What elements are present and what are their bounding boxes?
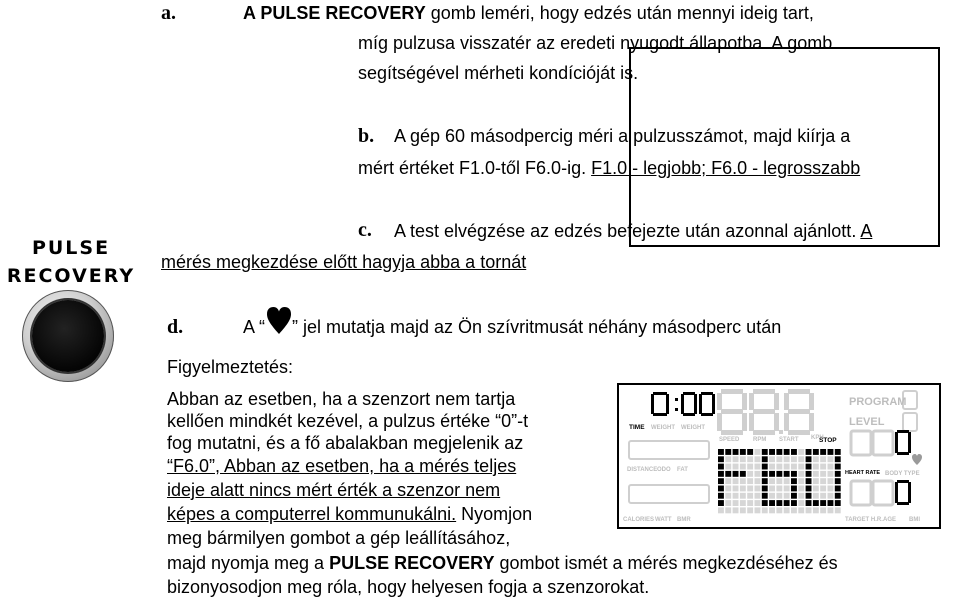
dot-lit — [806, 464, 812, 470]
dot-lit — [718, 464, 724, 470]
dot-unlit — [725, 500, 731, 506]
dot-lit — [762, 478, 768, 484]
dot-lit — [835, 471, 841, 477]
dot-unlit — [828, 486, 834, 492]
dot-unlit — [813, 478, 819, 484]
dot-lit — [718, 471, 724, 477]
dot-lit — [740, 449, 746, 455]
dot-unlit — [740, 478, 746, 484]
warning-line7: meg bármilyen gombot a gép leállításához, — [167, 528, 511, 548]
dot-lit — [769, 449, 775, 455]
dot-unlit — [740, 464, 746, 470]
dot-lit — [733, 449, 739, 455]
item-d-text-before-icon: A “ — [243, 317, 266, 337]
dot-unlit — [755, 486, 761, 492]
lcd-heart-rate-label: HEART RATE — [845, 470, 881, 476]
svg-text:KPH: KPH — [811, 435, 824, 441]
dot-lit — [762, 486, 768, 492]
pulse-recovery-label — [0, 234, 142, 290]
dot-lit — [725, 471, 731, 477]
dot-unlit — [813, 493, 819, 499]
dot-unlit — [820, 471, 826, 477]
dot-unlit — [806, 507, 812, 513]
dot-lit — [791, 478, 797, 484]
dot-unlit — [835, 507, 841, 513]
dot-unlit — [784, 464, 790, 470]
dot-unlit — [755, 471, 761, 477]
dot-unlit — [747, 507, 753, 513]
dot-unlit — [740, 507, 746, 513]
item-a-bold-lead: A PULSE RECOVERY — [243, 3, 426, 23]
svg-text:AGE: AGE — [883, 517, 897, 523]
dot-unlit — [755, 449, 761, 455]
dot-unlit — [733, 500, 739, 506]
dot-unlit — [784, 493, 790, 499]
dot-lit — [740, 471, 746, 477]
dot-unlit — [820, 456, 826, 462]
dot-lit — [784, 449, 790, 455]
dot-lit — [762, 456, 768, 462]
svg-text:LEVEL: LEVEL — [849, 416, 885, 428]
lcd-stop-label: STOP — [819, 437, 837, 444]
svg-text:BMI: BMI — [909, 517, 920, 523]
dot-unlit — [813, 507, 819, 513]
item-b-line2-start: mért értéket F1.0-től F6.0-ig. — [358, 158, 592, 178]
pulse-recovery-label-line1: PULSE — [31, 237, 111, 259]
dot-unlit — [725, 456, 731, 462]
dot-unlit — [820, 478, 826, 484]
dot-lit — [718, 493, 724, 499]
dot-unlit — [828, 456, 834, 462]
svg-text:ODO: ODO — [657, 467, 671, 473]
svg-text:BMR: BMR — [677, 517, 691, 523]
warning-line8-start: majd nyomja meg a — [167, 553, 330, 573]
dot-unlit — [798, 493, 804, 499]
dot-lit — [813, 500, 819, 506]
svg-text:CALORIES: CALORIES — [623, 517, 655, 523]
dot-lit — [835, 500, 841, 506]
dot-lit — [791, 486, 797, 492]
dot-unlit — [755, 493, 761, 499]
item-c-line1-text: A test elvégzése az edzés befejezte után azonnal ajánlott. — [394, 221, 861, 241]
dot-unlit — [733, 493, 739, 499]
dot-unlit — [747, 486, 753, 492]
dot-lit — [762, 449, 768, 455]
dot-unlit — [784, 507, 790, 513]
dot-unlit — [733, 464, 739, 470]
dot-unlit — [747, 456, 753, 462]
dot-unlit — [725, 478, 731, 484]
dot-unlit — [747, 478, 753, 484]
dot-unlit — [776, 493, 782, 499]
dot-lit — [813, 449, 819, 455]
warning-line6-underlined: képes a computerrel kommunukálni. — [167, 504, 457, 524]
dot-lit — [835, 449, 841, 455]
dot-lit — [762, 471, 768, 477]
dot-unlit — [784, 456, 790, 462]
warning-line3: fog mutatni, és a fő abalakban megjelenik az — [167, 433, 524, 453]
dot-unlit — [776, 464, 782, 470]
svg-text:RPM: RPM — [753, 437, 767, 443]
dot-unlit — [733, 478, 739, 484]
dot-lit — [769, 500, 775, 506]
dot-unlit — [820, 493, 826, 499]
dot-unlit — [769, 507, 775, 513]
svg-text:WEIGHT: WEIGHT — [651, 425, 675, 431]
dot-unlit — [828, 478, 834, 484]
warning-line1: Abban az esetben, ha a szenzort nem tartja — [167, 389, 516, 409]
warning-title: Figyelmeztetés: — [167, 357, 294, 377]
dot-unlit — [755, 478, 761, 484]
dot-unlit — [769, 464, 775, 470]
item-a-line2: míg pulzusa visszatér az eredeti nyugodt állapotba. A gomb — [358, 33, 833, 53]
dot-unlit — [813, 486, 819, 492]
warning-line4: “F6.0”, Abban az esetben, ha a mérés teljes — [167, 456, 517, 476]
dot-unlit — [798, 471, 804, 477]
dot-lit — [806, 456, 812, 462]
dot-lit — [776, 471, 782, 477]
item-b-marker: b. — [358, 125, 375, 147]
dot-unlit — [769, 493, 775, 499]
dot-lit — [762, 493, 768, 499]
svg-text:WATT: WATT — [655, 517, 672, 523]
heart-icon — [266, 306, 292, 336]
dot-lit — [806, 449, 812, 455]
dot-unlit — [776, 507, 782, 513]
dot-unlit — [725, 486, 731, 492]
dot-lit — [776, 500, 782, 506]
dot-lit — [718, 500, 724, 506]
dot-unlit — [813, 456, 819, 462]
dot-unlit — [755, 507, 761, 513]
dot-lit — [718, 478, 724, 484]
warning-line2: kellően mindkét kezével, a pulzus értéke “0”-t — [167, 411, 529, 431]
dot-unlit — [820, 507, 826, 513]
item-a-marker: a. — [161, 2, 176, 24]
dot-lit — [820, 500, 826, 506]
dot-unlit — [798, 507, 804, 513]
dot-lit — [835, 478, 841, 484]
dot-unlit — [755, 500, 761, 506]
dot-unlit — [755, 464, 761, 470]
lcd-dot-matrix — [718, 449, 841, 513]
dot-lit — [791, 449, 797, 455]
svg-text:FAT: FAT — [677, 467, 688, 473]
dot-lit — [725, 449, 731, 455]
pulse-recovery-label-line2: RECOVERY — [6, 265, 136, 287]
dot-unlit — [798, 486, 804, 492]
dot-unlit — [828, 507, 834, 513]
dot-unlit — [798, 464, 804, 470]
dot-unlit — [769, 456, 775, 462]
dot-lit — [835, 486, 841, 492]
svg-text:SPEED: SPEED — [719, 437, 740, 443]
dot-unlit — [828, 471, 834, 477]
dot-lit — [784, 500, 790, 506]
dot-unlit — [828, 464, 834, 470]
dot-unlit — [769, 486, 775, 492]
dot-unlit — [769, 478, 775, 484]
warning-line9: bizonyosodjon meg róla, hogy helyesen fogja a szenzorokat. — [167, 577, 650, 597]
dot-unlit — [784, 478, 790, 484]
dot-unlit — [820, 486, 826, 492]
item-a-line1-rest: gomb leméri, hogy edzés után mennyi ideig tart, — [425, 3, 814, 23]
dot-unlit — [718, 507, 724, 513]
dot-lit — [762, 500, 768, 506]
dot-unlit — [725, 464, 731, 470]
dot-lit — [835, 456, 841, 462]
item-b-rating-note: F1.0 - legjobb; F6.0 - legrosszabb — [591, 158, 861, 178]
lcd-display — [617, 383, 941, 529]
dot-unlit — [733, 507, 739, 513]
dot-unlit — [798, 478, 804, 484]
overlay-frame — [629, 47, 940, 247]
dot-unlit — [784, 486, 790, 492]
dot-lit — [718, 486, 724, 492]
dot-unlit — [733, 456, 739, 462]
dot-unlit — [776, 478, 782, 484]
dot-lit — [806, 486, 812, 492]
dot-unlit — [798, 449, 804, 455]
item-d-marker: d. — [167, 316, 184, 338]
item-d-text-after-icon: ” jel mutatja majd az Ön szívritmusát néhány másodperc után — [292, 317, 782, 337]
dot-unlit — [747, 464, 753, 470]
dot-lit — [806, 500, 812, 506]
dot-unlit — [813, 471, 819, 477]
dot-unlit — [762, 507, 768, 513]
item-c-line2: mérés megkezdése előtt hagyja abba a tornát — [161, 252, 527, 272]
lcd-time-label: TIME — [629, 424, 645, 431]
dot-lit — [718, 456, 724, 462]
dot-unlit — [733, 486, 739, 492]
dot-lit — [784, 471, 790, 477]
dot-unlit — [820, 464, 826, 470]
dot-unlit — [776, 456, 782, 462]
dot-lit — [747, 449, 753, 455]
dot-unlit — [791, 464, 797, 470]
dot-unlit — [747, 500, 753, 506]
dot-unlit — [740, 486, 746, 492]
dot-lit — [828, 449, 834, 455]
svg-text:WEIGHT: WEIGHT — [681, 425, 705, 431]
dot-lit — [776, 449, 782, 455]
warning-line8-bold: PULSE RECOVERY — [329, 553, 495, 573]
dot-unlit — [798, 500, 804, 506]
svg-text:BODY TYPE: BODY TYPE — [885, 471, 920, 477]
item-b-line1: A gép 60 másodpercig méri a pulzusszámot, majd kiírja a — [394, 126, 851, 146]
pulse-recovery-button — [22, 290, 114, 382]
dot-lit — [733, 471, 739, 477]
item-a-line3: segítségével mérheti kondícióját is. — [358, 63, 639, 83]
dot-unlit — [740, 500, 746, 506]
dot-lit — [806, 471, 812, 477]
dot-unlit — [725, 507, 731, 513]
dot-unlit — [791, 507, 797, 513]
dot-unlit — [791, 456, 797, 462]
warning-line6-rest: Nyomjon — [456, 504, 533, 524]
item-c-marker: c. — [358, 219, 372, 241]
dot-lit — [791, 471, 797, 477]
svg-text:DISTANCE: DISTANCE — [627, 467, 658, 473]
dot-lit — [769, 471, 775, 477]
dot-unlit — [747, 471, 753, 477]
warning-line8 — [167, 552, 838, 574]
warning-line8-rest: gombot ismét a mérés megkezdéséhez és — [494, 553, 838, 573]
warning-line6 — [167, 503, 532, 525]
dot-lit — [806, 478, 812, 484]
dot-lit — [820, 449, 826, 455]
dot-lit — [835, 493, 841, 499]
item-c-line1-underlined: A — [860, 221, 873, 241]
dot-unlit — [740, 493, 746, 499]
svg-text:PROGRAM: PROGRAM — [849, 396, 907, 408]
pulse-recovery-button-face — [32, 300, 104, 372]
svg-text:START: START — [779, 437, 799, 443]
dot-unlit — [747, 493, 753, 499]
dot-unlit — [725, 493, 731, 499]
dot-lit — [806, 493, 812, 499]
dot-lit — [762, 464, 768, 470]
svg-text:TARGET H.R.: TARGET H.R. — [845, 517, 883, 523]
dot-lit — [791, 500, 797, 506]
dot-lit — [718, 449, 724, 455]
dot-lit — [828, 500, 834, 506]
dot-unlit — [755, 456, 761, 462]
dot-lit — [835, 464, 841, 470]
dot-unlit — [798, 456, 804, 462]
dot-unlit — [828, 493, 834, 499]
dot-lit — [791, 493, 797, 499]
warning-line5: ideje alatt nincs mért érték a szenzor nem — [167, 480, 501, 500]
dot-unlit — [776, 486, 782, 492]
item-a-line1 — [243, 2, 814, 24]
dot-unlit — [740, 456, 746, 462]
dot-unlit — [813, 464, 819, 470]
